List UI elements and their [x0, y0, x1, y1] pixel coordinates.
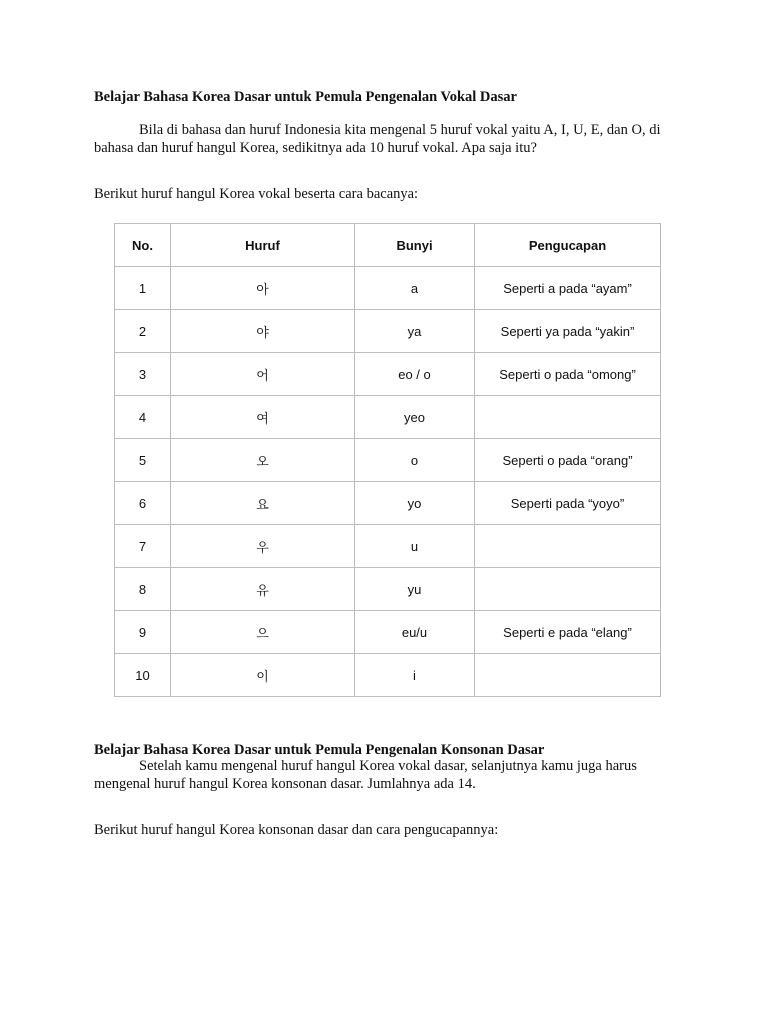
cell-bunyi: a: [355, 267, 475, 310]
vowel-table-intro: Berikut huruf hangul Korea vokal beserta cara bacanya:: [94, 186, 419, 202]
column-header-huruf: Huruf: [171, 224, 355, 267]
cell-pengucapan: Seperti o pada “orang”: [475, 439, 661, 482]
table-row: [115, 654, 661, 697]
column-header-bunyi: Bunyi: [355, 224, 475, 267]
cell-pengucapan: [475, 525, 661, 568]
cell-pengucapan: [475, 396, 661, 439]
cell-no: 3: [115, 353, 171, 396]
cell-pengucapan: Seperti a pada “ayam”: [475, 267, 661, 310]
cell-pengucapan: [475, 568, 661, 611]
cell-no: 5: [115, 439, 171, 482]
cell-bunyi: yo: [355, 482, 475, 525]
cell-no: 4: [115, 396, 171, 439]
cell-no: 7: [115, 525, 171, 568]
table-row: [115, 439, 661, 482]
vowel-table: [114, 223, 661, 697]
vowel-intro-paragraph: Bila di bahasa dan huruf Indonesia kita mengenal 5 huruf vokal yaitu A, I, U, E, dan O, di bahasa dan huruf hangul Korea, sedikitnya ada 10 huruf vokal. Apa saja itu?: [94, 122, 661, 156]
column-header-pengucapan: Pengucapan: [475, 224, 661, 267]
cell-no: 6: [115, 482, 171, 525]
table-header-row: [115, 224, 661, 267]
table-row: [115, 353, 661, 396]
consonant-intro-paragraph: Setelah kamu mengenal huruf hangul Korea vokal dasar, selanjutnya kamu juga harus mengenal huruf hangul Korea konsonan dasar. Jumlahnya ada 14.: [94, 758, 637, 792]
table-row: [115, 482, 661, 525]
cell-bunyi: i: [355, 654, 475, 697]
cell-bunyi: yu: [355, 568, 475, 611]
cell-no: 9: [115, 611, 171, 654]
cell-pengucapan: Seperti pada “yoyo”: [475, 482, 661, 525]
table-row: [115, 310, 661, 353]
section-heading-consonants: Belajar Bahasa Korea Dasar untuk Pemula Pengenalan Konsonan Dasar: [94, 742, 545, 758]
column-header-no: No.: [115, 224, 171, 267]
consonant-table-intro: Berikut huruf hangul Korea konsonan dasar dan cara pengucapannya:: [94, 822, 499, 838]
cell-pengucapan: Seperti e pada “elang”: [475, 611, 661, 654]
cell-no: 2: [115, 310, 171, 353]
table-row: [115, 611, 661, 654]
cell-no: 10: [115, 654, 171, 697]
cell-huruf: 여: [171, 396, 355, 439]
cell-bunyi: ya: [355, 310, 475, 353]
cell-huruf: 이: [171, 654, 355, 697]
cell-pengucapan: Seperti ya pada “yakin”: [475, 310, 661, 353]
cell-huruf: 우: [171, 525, 355, 568]
cell-bunyi: eo / o: [355, 353, 475, 396]
table-row: [115, 267, 661, 310]
cell-huruf: 요: [171, 482, 355, 525]
cell-no: 8: [115, 568, 171, 611]
cell-huruf: 아: [171, 267, 355, 310]
cell-huruf: 으: [171, 611, 355, 654]
cell-bunyi: yeo: [355, 396, 475, 439]
cell-huruf: 어: [171, 353, 355, 396]
table-row: [115, 568, 661, 611]
cell-bunyi: eu/u: [355, 611, 475, 654]
cell-bunyi: o: [355, 439, 475, 482]
cell-pengucapan: Seperti o pada “omong”: [475, 353, 661, 396]
cell-no: 1: [115, 267, 171, 310]
cell-huruf: 야: [171, 310, 355, 353]
cell-huruf: 유: [171, 568, 355, 611]
table-row: [115, 396, 661, 439]
section-heading-vowels: Belajar Bahasa Korea Dasar untuk Pemula Pengenalan Vokal Dasar: [94, 89, 517, 105]
table-row: [115, 525, 661, 568]
cell-bunyi: u: [355, 525, 475, 568]
cell-huruf: 오: [171, 439, 355, 482]
cell-pengucapan: [475, 654, 661, 697]
